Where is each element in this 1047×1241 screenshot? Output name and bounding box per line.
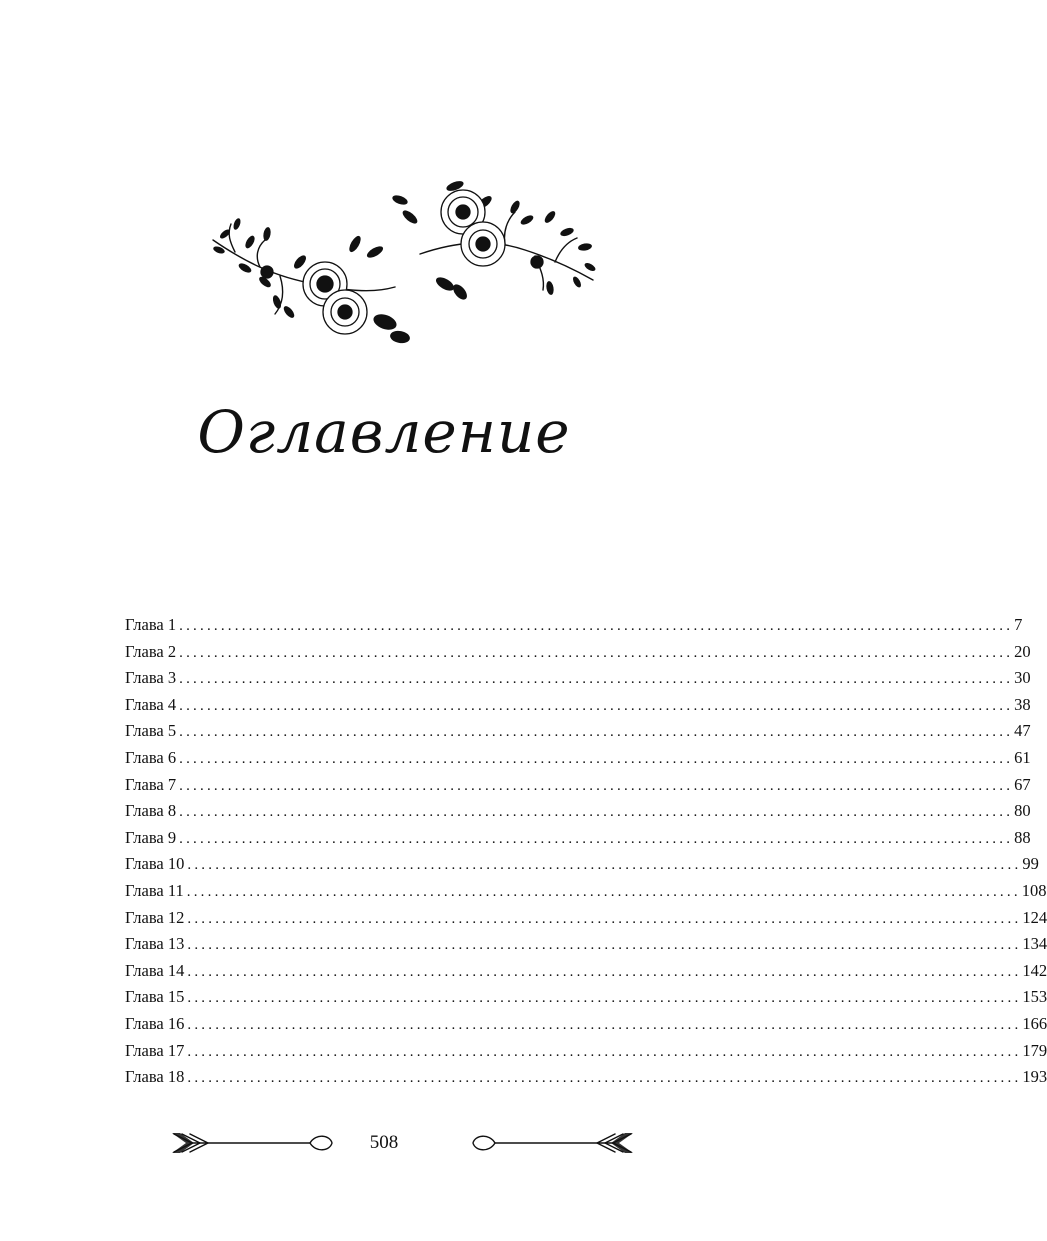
toc-entry-title: Глава 14: [125, 960, 185, 980]
toc-entry-page: 47: [1014, 721, 1031, 741]
toc-entry-page: 193: [1022, 1067, 1047, 1087]
floral-ornament-icon: [205, 172, 600, 370]
toc-leader: ........................................................................................................................: [187, 1016, 1022, 1033]
toc-entry-title: Глава 13: [125, 934, 185, 954]
toc-entry[interactable]: [125, 665, 1031, 692]
toc-entry[interactable]: [125, 798, 1031, 825]
toc-leader: ........................................................................................................................: [179, 671, 1014, 688]
toc-entry-page: 7: [1014, 615, 1023, 634]
toc-entry[interactable]: [125, 825, 1031, 852]
toc-leader: ........................................................................................................................: [187, 1070, 1022, 1087]
toc-entry-page: 179: [1022, 1040, 1047, 1060]
toc-entry-page: 108: [1021, 880, 1047, 900]
toc-leader: ........................................................................................................................: [187, 910, 1022, 927]
toc-leader: ........................................................................................................................: [179, 724, 1014, 741]
toc-entry-page: 20: [1014, 641, 1031, 661]
toc-entry[interactable]: [125, 612, 1023, 639]
toc-entry[interactable]: [125, 931, 1047, 958]
toc-entry[interactable]: [125, 878, 1047, 905]
toc-entry-title: Глава 8: [125, 801, 177, 821]
arrow-left-icon: [470, 1130, 635, 1156]
toc-entry-title: Глава 5: [125, 721, 177, 741]
toc-leader: ........................................................................................................................: [179, 830, 1014, 847]
toc-entry[interactable]: [125, 984, 1047, 1011]
toc-entry-title: Глава 6: [125, 747, 177, 767]
toc-entry[interactable]: [125, 958, 1047, 985]
toc-entry[interactable]: [125, 851, 1039, 878]
toc-leader: ........................................................................................................................: [179, 750, 1014, 767]
toc-entry-page: 67: [1014, 774, 1031, 794]
toc-entry-title: Глава 4: [125, 694, 177, 714]
toc-entry-page: 99: [1022, 854, 1039, 874]
toc-entry-page: 30: [1014, 668, 1031, 688]
page-title: Оглавление: [197, 398, 571, 466]
toc-entry-title: Глава 3: [125, 668, 177, 688]
toc-entry[interactable]: [125, 905, 1047, 932]
toc-leader: ........................................................................................................................: [179, 804, 1014, 821]
toc-entry-page: 142: [1022, 960, 1047, 980]
toc-leader: ........................................................................................................................: [187, 937, 1022, 954]
toc-entry-title: Глава 7: [125, 774, 177, 794]
toc-entry-title: Глава 12: [125, 907, 185, 927]
toc-entry[interactable]: [125, 718, 1031, 745]
toc-entry[interactable]: [125, 1011, 1047, 1038]
toc-leader: ........................................................................................................................: [187, 857, 1022, 874]
toc-leader: ........................................................................................................................: [187, 1043, 1022, 1060]
toc-entry[interactable]: [125, 772, 1031, 799]
toc-entry[interactable]: [125, 639, 1031, 666]
toc-entry-page: 166: [1022, 1013, 1047, 1033]
toc-entry-page: 134: [1022, 934, 1047, 954]
toc-entry-page: 80: [1014, 801, 1031, 821]
toc-entry-title: Глава 1: [125, 615, 177, 634]
toc-leader: ........................................................................................................................: [179, 644, 1014, 661]
toc-entry-page: 38: [1014, 694, 1031, 714]
toc-entry-title: Глава 17: [125, 1040, 185, 1060]
toc-leader: ........................................................................................................................: [179, 618, 1014, 634]
toc-entry-title: Глава 10: [125, 854, 185, 874]
toc-entry-page: 124: [1022, 907, 1047, 927]
toc-entry-title: Глава 15: [125, 987, 185, 1007]
toc-entry-title: Глава 16: [125, 1013, 185, 1033]
toc-entry[interactable]: [125, 1064, 1047, 1091]
toc-entry[interactable]: [125, 745, 1031, 772]
toc-entry-title: Глава 2: [125, 641, 177, 661]
page-footer: [0, 1126, 768, 1160]
toc-entry[interactable]: [125, 1038, 1047, 1065]
toc-entry-title: Глава 9: [125, 827, 177, 847]
toc-leader: ........................................................................................................................: [179, 697, 1014, 714]
toc-entry-page: 61: [1014, 747, 1031, 767]
toc-entry[interactable]: [125, 692, 1031, 719]
toc-entry-title: Глава 18: [125, 1067, 185, 1087]
toc-leader: ........................................................................................................................: [179, 777, 1014, 794]
toc-entry-page: 153: [1022, 987, 1047, 1007]
toc-leader: ........................................................................................................................: [187, 963, 1022, 980]
table-of-contents: [125, 612, 1047, 1091]
toc-entry-title: Глава 11: [125, 880, 184, 900]
toc-leader: ........................................................................................................................: [187, 990, 1022, 1007]
toc-entry-page: 88: [1014, 827, 1031, 847]
toc-leader: ........................................................................................................................: [186, 883, 1021, 900]
page-number: 508: [369, 1132, 399, 1153]
